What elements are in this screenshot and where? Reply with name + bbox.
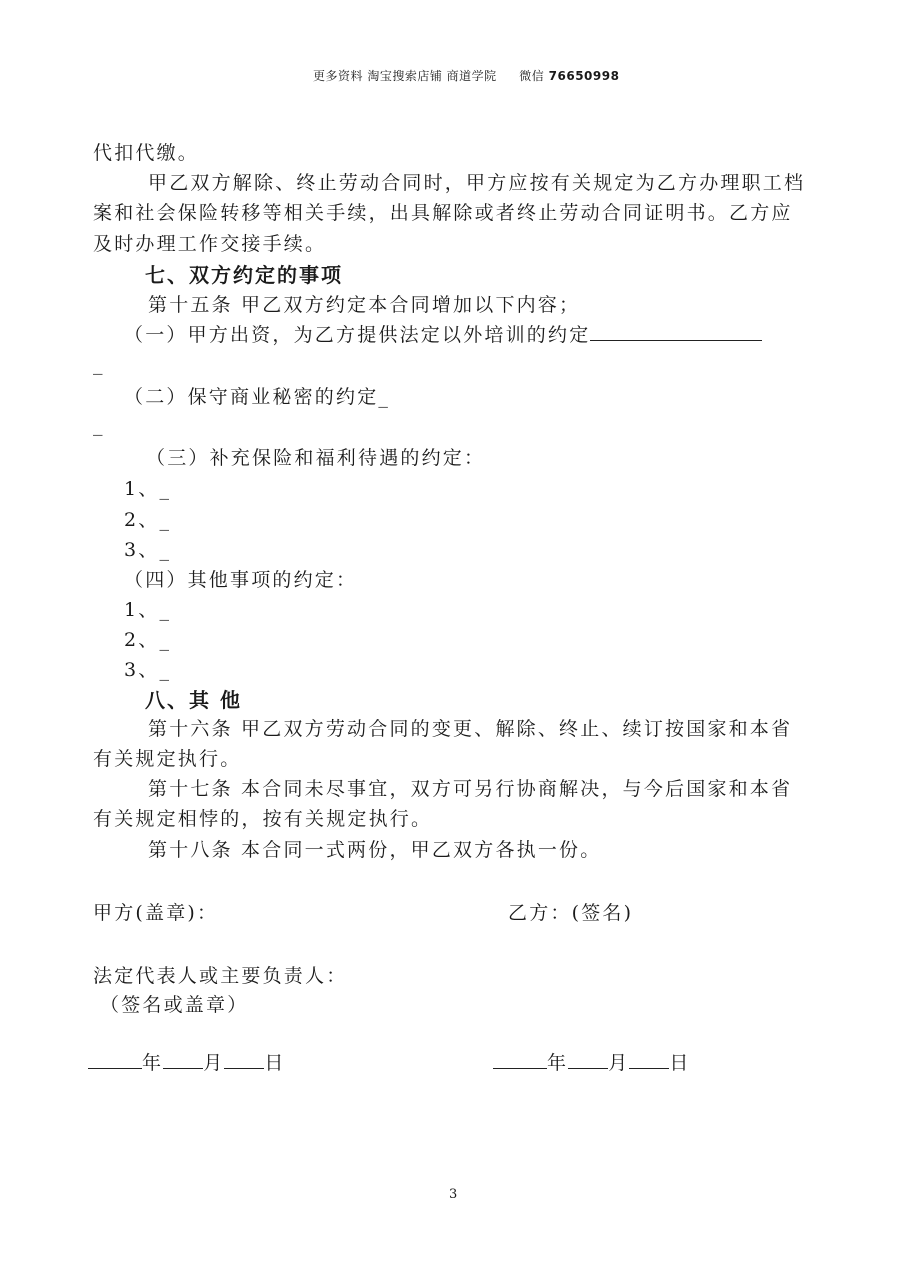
date-line-a xyxy=(88,1048,286,1075)
clause-4-item: 3、_ xyxy=(124,659,172,681)
paragraph-line: 甲乙双方解除、终止劳动合同时，甲方应按有关规定为乙方办理职工档 xyxy=(148,172,806,194)
year-blank[interactable] xyxy=(493,1050,547,1069)
clause-1-cont: _ xyxy=(93,353,105,375)
header-text: 更多资料 淘宝搜索店铺 商道学院 xyxy=(313,69,497,83)
paragraph-line: 及时办理工作交接手续。 xyxy=(93,233,327,255)
day-blank[interactable] xyxy=(629,1050,669,1069)
month-label: 月 xyxy=(203,1052,225,1074)
article-16: 第十六条 甲乙双方劳动合同的变更、解除、终止、续订按国家和本省 xyxy=(148,718,793,740)
article-17-cont: 有关规定相悖的，按有关规定执行。 xyxy=(93,808,433,830)
paragraph-line: 代扣代缴。 xyxy=(93,142,200,164)
clause-3-item: 2、_ xyxy=(124,509,172,531)
header-wechat-label: 微信 xyxy=(519,69,545,83)
clause-3-item: 1、_ xyxy=(124,478,172,500)
party-b-label: 乙方：(签名) xyxy=(508,902,634,924)
clause-2-cont: _ xyxy=(93,414,105,436)
page-number: 3 xyxy=(449,1187,458,1202)
clause-4-item: 2、_ xyxy=(124,629,172,651)
month-blank[interactable] xyxy=(568,1050,608,1069)
year-label: 年 xyxy=(142,1052,164,1074)
article-18: 第十八条 本合同一式两份，甲乙双方各执一份。 xyxy=(148,839,602,861)
date-line-b xyxy=(493,1048,691,1075)
day-blank[interactable] xyxy=(224,1050,264,1069)
day-label: 日 xyxy=(669,1052,691,1074)
article-17: 第十七条 本合同未尽事宜，双方可另行协商解决，与今后国家和本省 xyxy=(148,778,793,800)
clause-1 xyxy=(124,320,762,347)
representative-label: 法定代表人或主要负责人： xyxy=(93,965,348,987)
clause-2: （二）保守商业秘密的约定_ xyxy=(124,386,391,408)
clause-1-text: （一）甲方出资，为乙方提供法定以外培训的约定 xyxy=(124,324,591,346)
section-heading-7: 七、双方约定的事项 xyxy=(145,263,343,287)
paragraph-line: 案和社会保险转移等相关手续，出具解除或者终止劳动合同证明书。乙方应 xyxy=(93,202,793,224)
party-a-label: 甲方(盖章)： xyxy=(93,902,219,924)
representative-note: （签名或盖章） xyxy=(100,994,249,1016)
year-label: 年 xyxy=(547,1052,569,1074)
day-label: 日 xyxy=(264,1052,286,1074)
header-wechat-id: 76650998 xyxy=(548,69,620,83)
clause-4-item: 1、_ xyxy=(124,599,172,621)
section-heading-8: 八、其 他 xyxy=(145,688,242,712)
article-15: 第十五条 甲乙双方约定本合同增加以下内容； xyxy=(148,294,581,316)
clause-3: （三）补充保险和福利待遇的约定： xyxy=(146,447,486,469)
year-blank[interactable] xyxy=(88,1050,142,1069)
clause-4: （四）其他事项的约定： xyxy=(124,569,358,591)
fill-blank[interactable] xyxy=(590,322,762,341)
clause-3-item: 3、_ xyxy=(124,539,172,561)
month-label: 月 xyxy=(608,1052,630,1074)
article-16-cont: 有关规定执行。 xyxy=(93,748,242,770)
page-header xyxy=(313,67,619,84)
month-blank[interactable] xyxy=(163,1050,203,1069)
